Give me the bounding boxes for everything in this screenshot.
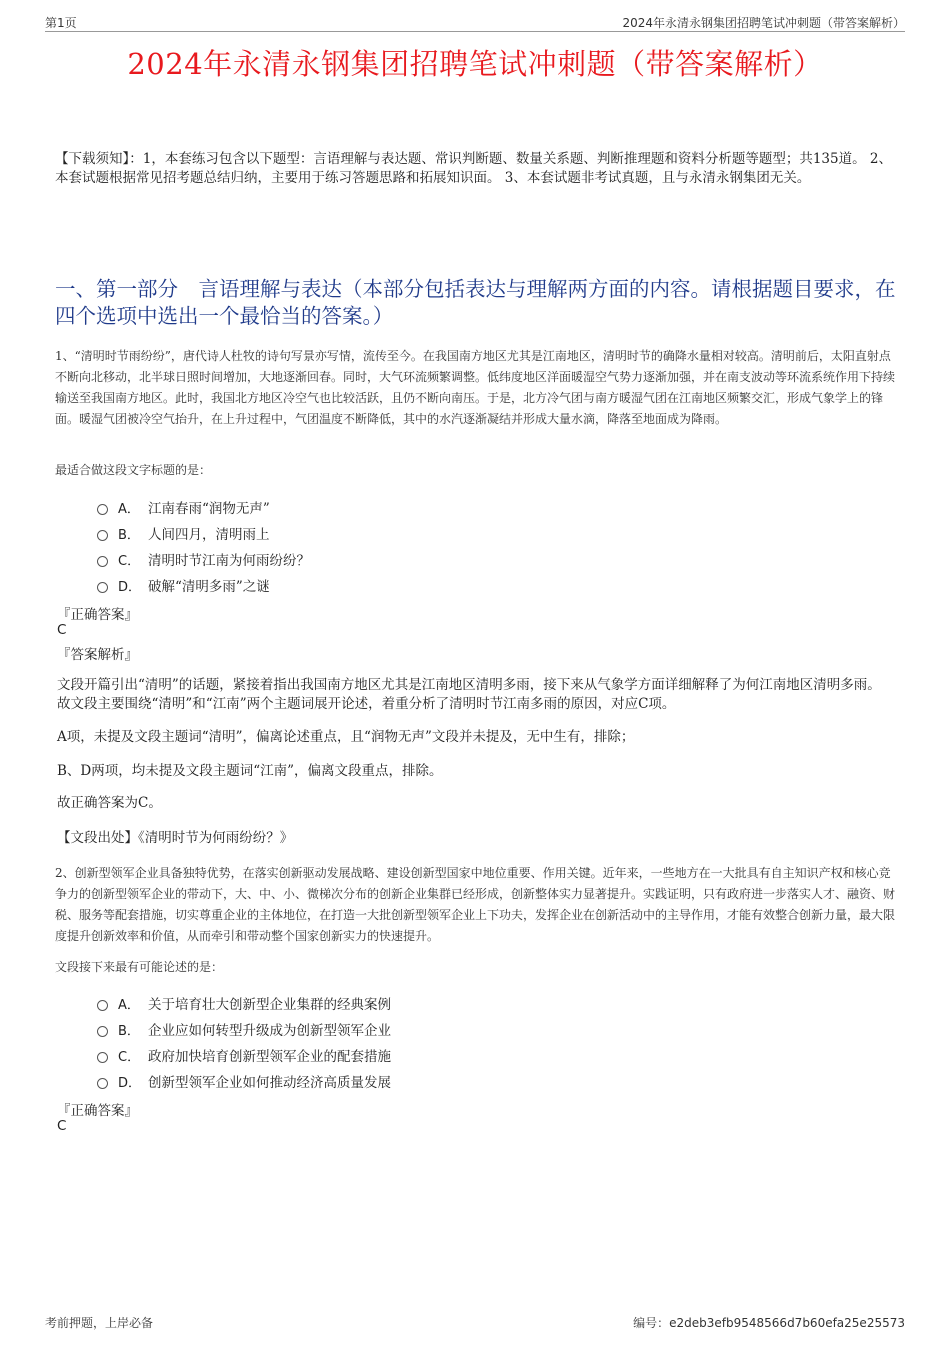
footer-slogan: 考前押题，上岸必备 [45, 1316, 154, 1330]
q1-option-c[interactable]: C． 清明时节江南为何雨纷纷？ [97, 548, 310, 570]
header-divider [45, 31, 905, 32]
q1-answer: C [57, 622, 67, 638]
question-2-prompt: 文段接下来最有可能论述的是： [55, 960, 224, 974]
q1-analysis-paragraph: B、D两项，均未提及文段主题词“江南”，偏离文段重点，排除。 [57, 763, 443, 779]
radio-icon[interactable] [97, 556, 108, 567]
q1-analysis-paragraph: 故正确答案为C。 [57, 795, 162, 811]
q1-answer-label: 『正确答案』 [57, 607, 138, 623]
question-1-text: 1、“清明时节雨纷纷”，唐代诗人杜牧的诗句写景亦写情，流传至今。在我国南方地区尤其是江南地区，清明时节的确降水量相对较高。清明前后，太阳直射点不断向北移动，北半球日照时间增加，大地逐渐回春。同时，大气环流频繁调整。低纬度地区洋面暖湿空气势力逐渐加强，并在南支波动等环流系统作用下持续输送至我国南方地区。此时，我国北方地区冷空气也比较活跃，且仍不断向南压。于是，北方冷气团与南方暖湿气团在江南地区频繁交汇，形成气象学上的锋面。暖湿气团被冷空气抬升，在上升过程中，气团温度不断降低，其中的水汽逐渐凝结并形成大量水滴，降落至地面成为降雨。 [55, 349, 896, 426]
q1-analysis-paragraph: 文段开篇引出“清明”的话题，紧接着指出我国南方地区尤其是江南地区清明多雨，接下来从气象学方面详细解释了为何江南地区清明多雨。故文段主要围绕“清明”和“江南”两个主题词展开论述，着重分析了清明时节江南多雨的原因，对应C项。 [57, 677, 881, 712]
q1-option-d[interactable]: D． 破解“清明多雨”之谜 [97, 574, 270, 596]
radio-icon[interactable] [97, 1000, 108, 1011]
q2-option-d[interactable]: D． 创新型领军企业如何推动经济高质量发展 [97, 1070, 391, 1092]
page-title: 2024年永清永钢集团招聘笔试冲刺题（带答案解析） [127, 47, 823, 81]
radio-icon[interactable] [97, 530, 108, 541]
q2-answer: C [57, 1118, 67, 1134]
q1-analysis-label: 『答案解析』 [57, 647, 138, 663]
header-doc-title: 2024年永清永钢集团招聘笔试冲刺题（带答案解析） [622, 16, 905, 30]
q1-option-b[interactable]: B． 人间四月，清明雨上 [97, 522, 270, 544]
q2-option-a[interactable]: A． 关于培育壮大创新型企业集群的经典案例 [97, 992, 391, 1014]
section-heading: 一、第一部分 言语理解与表达（本部分包括表达与理解两方面的内容。请根据题目要求，在四个选项中选出一个最恰当的答案。） [55, 277, 896, 328]
q1-analysis-paragraph: A项，未提及文段主题词“清明”，偏离论述重点，且“润物无声”文段并未提及，无中生有，排除； [57, 729, 635, 745]
q2-option-b[interactable]: B． 企业应如何转型升级成为创新型领军企业 [97, 1018, 391, 1040]
q1-source: 【文段出处】《清明时节为何雨纷纷？》 [57, 830, 294, 846]
question-2-text: 2、创新型领军企业具备独特优势，在落实创新驱动发展战略、建设创新型国家中地位重要、作用关键。近年来，一些地方在一大批具有自主知识产权和核心竞争力的创新型领军企业的带动下，大、中、小、微梯次分布的创新企业集群已经形成，创新整体实力显著提升。实践证明，只有政府进一步落实人才、融资、财税、服务等配套措施，切实尊重企业的主体地位，在打造一大批创新型领军企业上下功夫，发挥企业在创新活动中的主导作用，才能有效整合创新力量，最大限度提升创新效率和价值，从而牵引和带动整个国家创新实力的快速提升。 [55, 866, 896, 943]
footer-code-label: 编号： [633, 1316, 670, 1330]
q2-answer-label: 『正确答案』 [57, 1103, 138, 1119]
radio-icon[interactable] [97, 582, 108, 593]
download-notice: 【下载须知】：1，本套练习包含以下题型：言语理解与表达题、常识判断题、数量关系题、判断推理题和资料分析题等题型；共135道。 2、本套试题根据常见招考题总结归纳，主要用于练习答题思路和拓展知识面。 3、本套试题非考试真题，且与永清永钢集团无关。 [55, 151, 892, 186]
q1-option-a[interactable]: A． 江南春雨“润物无声” [97, 496, 270, 518]
radio-icon[interactable] [97, 1052, 108, 1063]
radio-icon[interactable] [97, 504, 108, 515]
footer-code-value: e2deb3efb9548566d7b60efa25e25573 [669, 1316, 905, 1330]
page-number: 第1页 [45, 16, 77, 30]
footer-code [633, 1314, 905, 1331]
q2-option-c[interactable]: C． 政府加快培育创新型领军企业的配套措施 [97, 1044, 391, 1066]
radio-icon[interactable] [97, 1026, 108, 1037]
question-1-prompt: 最适合做这段文字标题的是： [55, 463, 212, 477]
radio-icon[interactable] [97, 1078, 108, 1089]
